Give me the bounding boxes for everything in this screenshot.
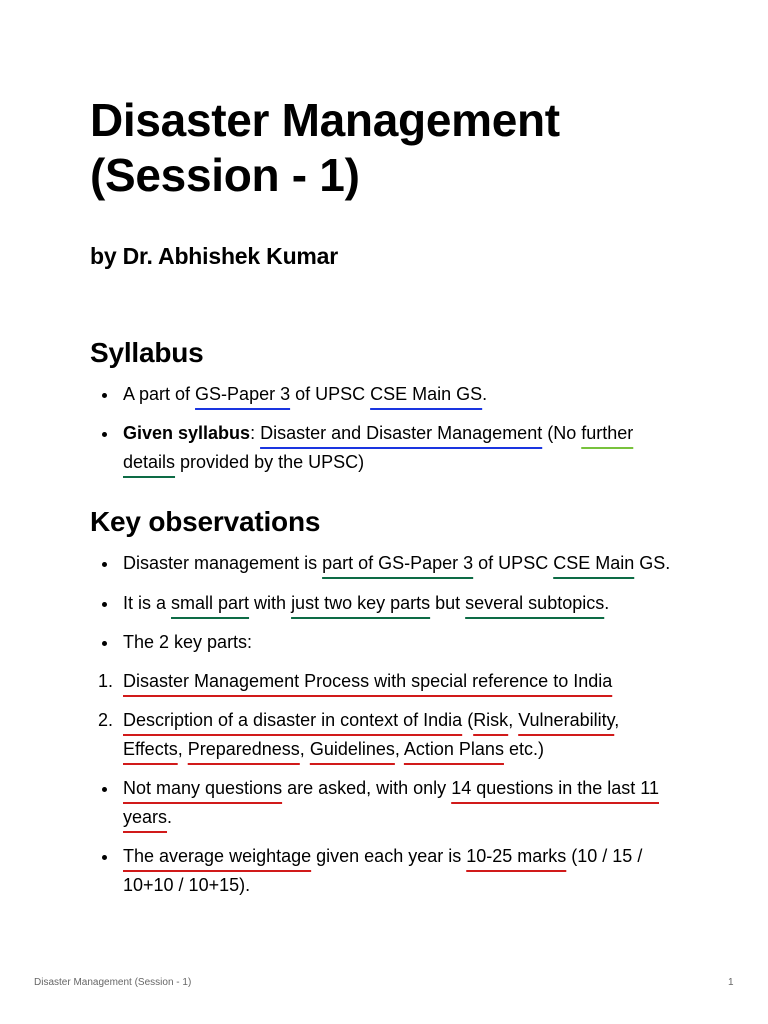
- footer-title: Disaster Management (Session - 1): [34, 977, 192, 988]
- observations-list: [90, 549, 680, 900]
- list-item: It is a small part with just two key parts but several subtopics.: [90, 589, 680, 618]
- author-line: by Dr. Abhishek Kumar: [90, 243, 339, 269]
- key-parts-list: [90, 667, 680, 764]
- key-observations-heading: Key observations: [90, 506, 321, 537]
- syllabus-heading: Syllabus: [90, 337, 204, 368]
- list-item: Given syllabus: Disaster and Disaster Management (No further details provided by the UPSC): [90, 419, 680, 477]
- numbered-item: 1. Disaster Management Process with special reference to India: [98, 671, 613, 691]
- numbered-item: 2. Description of a disaster in context of India (Risk, Vulnerability, Effects, Preparedness, Guidelines, Action Plans etc.): [98, 710, 620, 759]
- document-title: Disaster Management (Session - 1): [90, 94, 560, 201]
- list-item: Disaster management is part of GS-Paper 3 of UPSC CSE Main GS.: [90, 549, 680, 578]
- list-item: The average weightage given each year is 10-25 marks (10 / 15 / 10+10 / 10+15).: [90, 842, 680, 900]
- list-item: A part of GS-Paper 3 of UPSC CSE Main GS.: [90, 380, 680, 409]
- syllabus-list: [90, 380, 680, 477]
- page-number: 1: [728, 977, 734, 988]
- list-item: The 2 key parts: 1. Disaster Management Process with special reference to India 2. Description of a disaster in context of India (Risk, Vulnerability, Effects, Preparedness, Guidelines, Action Plans etc.): [90, 628, 680, 764]
- list-item: Not many questions are asked, with only 14 questions in the last 11 years.: [90, 774, 680, 832]
